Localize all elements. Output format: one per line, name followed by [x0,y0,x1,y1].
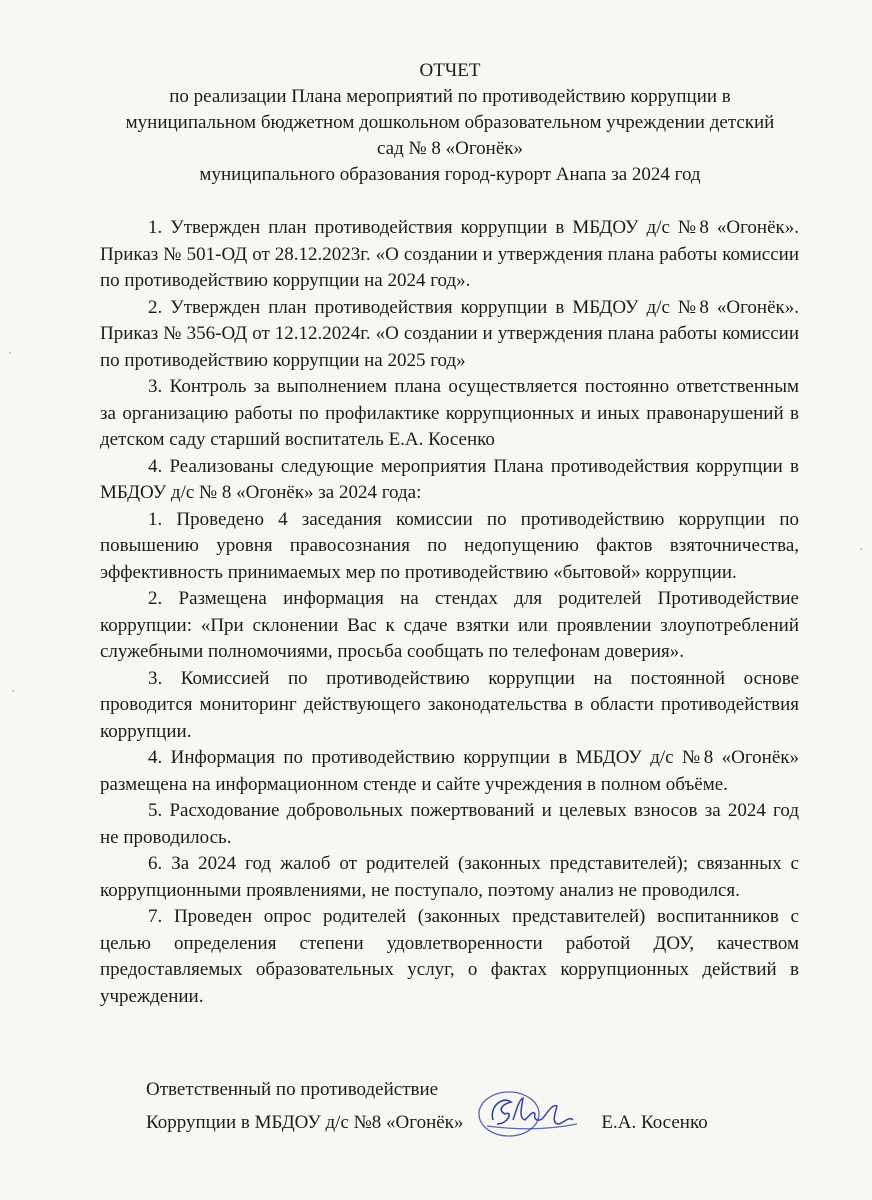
sub-item-7: 7. Проведен опрос родителей (законных представителей) воспитанников с целью определения степени удовлетворенности работой ДОУ, качеством предоставляемых образовательных услуг, о фактах коррупционных действий в учреждении. [100,906,799,1007]
sub-item-6: 6. За 2024 год жалоб от родителей (законных представителей); связанных с коррупционными проявлениями, не поступало, поэтому анализ не проводился. [100,853,799,901]
signature-block [146,1076,746,1142]
scan-speck [12,690,14,692]
paragraph-1: 1. Утвержден план противодействия коррупции в МБДОУ д/с №8 «Огонёк». Приказ № 501-ОД от 28.12.2023г. «О создании и утверждения плана работы комиссии по противодействию коррупции на 2024 год». [100,217,799,291]
sub-item-2: 2. Размещена информация на стендах для родителей Противодействие коррупции: «При склонении Вас к сдаче взятки или проявлении злоупотреблений служебными полномочиями, просьба сообщать по телефонам доверия». [100,588,799,662]
sub-item-5: 5. Расходование добровольных пожертвований и целевых взносов за 2024 год не проводилось. [100,800,799,848]
paragraph-2: 2. Утвержден план противодействия коррупции в МБДОУ д/с №8 «Огонёк». Приказ № 356-ОД от 12.12.2024г. «О создании и утверждения плана работы комиссии по противодействию коррупции на 2025 год» [100,296,799,371]
signature-row [146,1104,746,1142]
signatory-position-line-1: Ответственный по противодействие [146,1079,439,1100]
sub-item-4: 4. Информация по противодействию коррупции в МБДОУ д/с №8 «Огонёк» размещена на информационном стенде и сайте учреждения в полном объёме. [100,747,799,795]
sub-item-3: 3. Комиссией по противодействию коррупции на постоянной основе проводится мониторинг действующего законодательства в области противодействия коррупции. [100,667,799,742]
paragraph-4: 4. Реализованы следующие мероприятия Плана противодействия коррупции в МБДОУ д/с № 8 «Огонёк» за 2024 года: [100,455,799,503]
signatory-name: Е.А. Косенко [601,1112,708,1133]
title-line-2: муниципальном бюджетном дошкольном образовательном учреждении детский [125,112,775,133]
handwritten-signature-icon [467,1080,587,1142]
document-heading: ОТЧЕТ [419,60,481,81]
document-title-block [90,58,810,188]
paragraph-3: 3. Контроль за выполнением плана осуществляется постоянно ответственным за организацию работы по профилактике коррупционных и иных правонарушений в детском саду старший воспитатель Е.А. Косенко [100,376,799,450]
title-line-4: муниципального образования город-курорт Анапа за 2024 год [199,164,701,185]
document-body [100,215,799,1010]
signatory-position-line-2: Коррупции в МБДОУ д/с №8 «Огонёк» [146,1112,464,1133]
title-line-1: по реализации Плана мероприятий по противодействию коррупции в [169,86,731,107]
title-line-3: сад № 8 «Огонёк» [376,138,524,159]
sub-item-1: 1. Проведено 4 заседания комиссии по противодействию коррупции по повышению уровня правосознания по недопущению фактов взяточничества, эффективность принимаемых мер по противодействию «бытовой» коррупции. [100,508,799,583]
scan-speck [860,548,862,550]
scan-speck [9,352,11,354]
